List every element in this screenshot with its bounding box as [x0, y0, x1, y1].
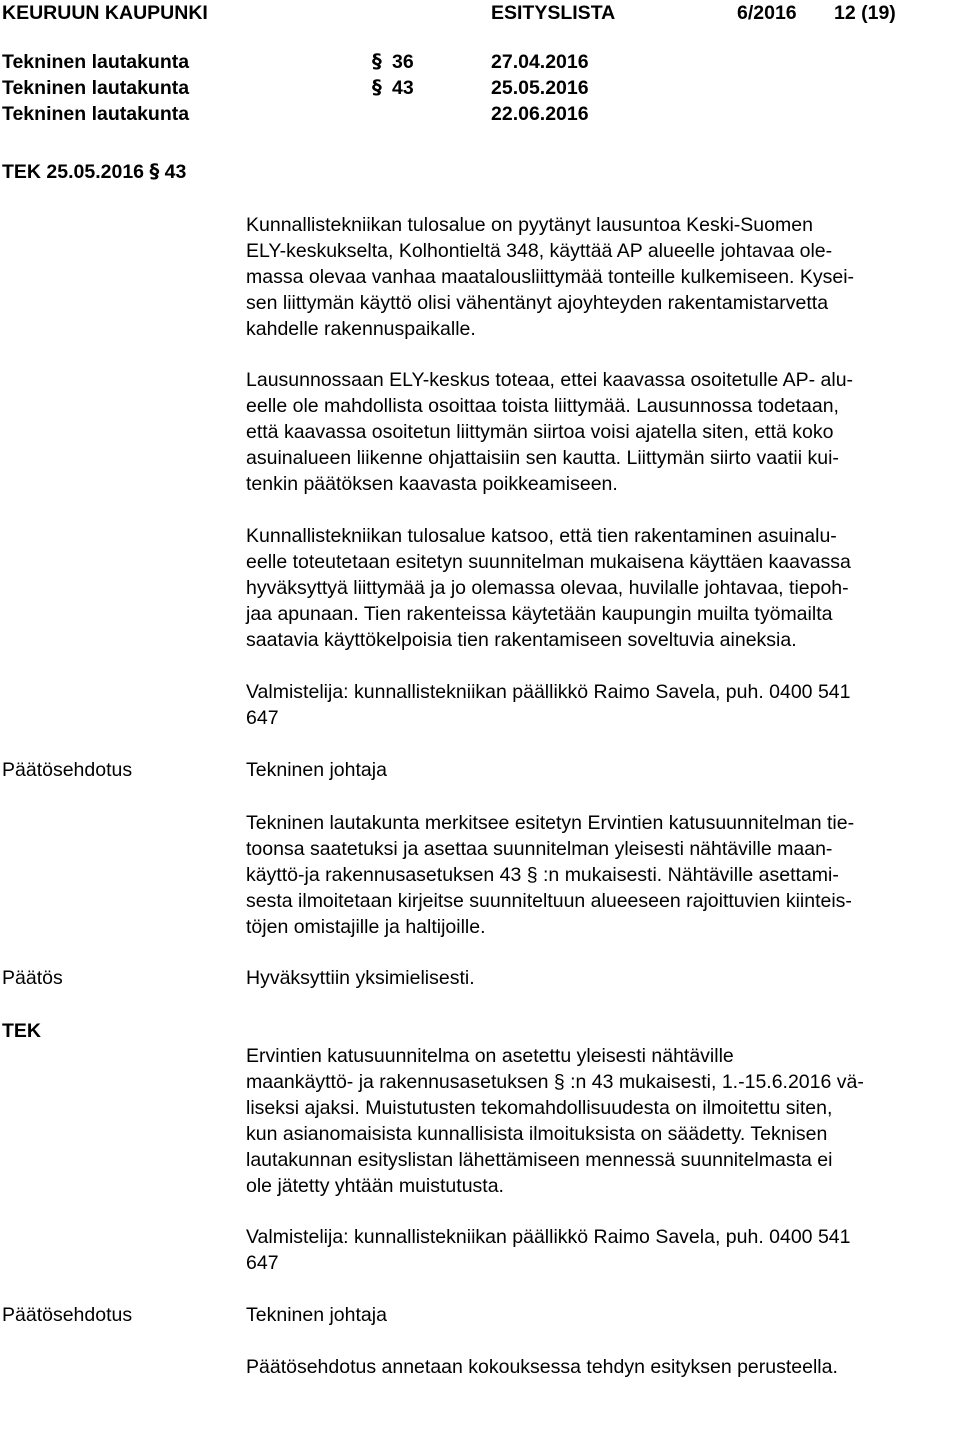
text-line: jaa apunaan. Tien rakenteissa käytetään kaupungin muilta työmailta [246, 603, 833, 625]
text-line: töjen omistajille ja haltijoille. [246, 916, 486, 938]
preparer-note [246, 1224, 960, 1276]
text-line: 647 [246, 707, 279, 729]
text-line: ole jätetty yhtään muistutusta. [246, 1175, 504, 1197]
text-line: Kunnallistekniikan tulosalue katsoo, että tien rakentaminen asuinalu- [246, 525, 837, 547]
text-line: eelle ole mahdollista osoittaa toista liittymää. Lausunnossa todetaan, [246, 395, 839, 417]
text-line: Valmistelija: kunnallistekniikan päällikkö Raimo Savela, puh. 0400 541 [246, 681, 851, 703]
text-line: kahdelle rakennuspaikalle. [246, 318, 476, 340]
proposal-label: Päätösehdotus [2, 1304, 133, 1326]
proposal-author: Tekninen johtaja [246, 1304, 387, 1326]
meeting-reference-prefix: TEK 25.05.2016 [2, 161, 145, 183]
proposal-author: Tekninen johtaja [246, 759, 387, 781]
history-body: Tekninen lautakunta [2, 77, 190, 99]
text-line: kun asianomaisista kunnallisista ilmoituksista on säädetty. Teknisen [246, 1123, 828, 1145]
text-line: Lausunnossaan ELY-keskus toteaa, ettei kaavassa osoitetulle AP- alu- [246, 369, 854, 391]
history-body: Tekninen lautakunta [2, 103, 190, 125]
page-number: 12 (19) [834, 2, 896, 24]
text-line: ELY-keskukselta, Kolhontieltä 348, käyttää AP alueelle johtavaa ole- [246, 240, 833, 262]
decision-label: Päätös [2, 967, 63, 989]
text-line: massa olevaa vanhaa maatalousliittymää tonteille kulkemiseen. Kysei- [246, 266, 855, 288]
meeting-reference-section: 43 [164, 161, 187, 183]
text-line: Ervintien katusuunnitelma on asetettu yleisesti nähtäville [246, 1045, 734, 1067]
history-section: 36 [392, 51, 414, 73]
paragraph-final-proposal: Päätösehdotus annetaan kokouksessa tehdyn esityksen perusteella. [246, 1356, 838, 1378]
text-line: käyttö-ja rakennusasetuksen 43 § :n mukaisesti. Nähtäville asettami- [246, 864, 839, 886]
paragraph-proposal [246, 810, 960, 940]
paragraph-request [246, 212, 960, 342]
section-sign: § [149, 160, 160, 183]
paragraph-public-display [246, 1043, 960, 1199]
text-line: toonsa saatetuksi ja asettaa suunnitelman yleisesti nähtäville maan- [246, 838, 833, 860]
text-line: Kunnallistekniikan tulosalue on pyytänyt lausuntoa Keski-Suomen [246, 214, 813, 236]
paragraph-ely-statement [246, 367, 960, 497]
paragraph-assessment [246, 523, 960, 653]
text-line: maankäyttö- ja rakennusasetuksen § :n 43 mukaisesti, 1.-15.6.2016 vä- [246, 1071, 864, 1093]
text-line: hyväksyttyä liittymää ja jo olemassa olevaa, huvilalle johtavaa, tiepoh- [246, 577, 849, 599]
history-date: 22.06.2016 [491, 103, 589, 125]
text-line: liseksi ajaksi. Muistutusten tekomahdollisuudesta on ilmoitettu siten, [246, 1097, 833, 1119]
text-line: lautakunnan esityslistan lähettämiseen mennessä suunnitelmasta ei [246, 1149, 833, 1171]
decision-text: Hyväksyttiin yksimielisesti. [246, 967, 475, 989]
text-line: eelle toteutetaan esitetyn suunnitelman mukaisena käyttäen kaavassa [246, 551, 851, 573]
history-body: Tekninen lautakunta [2, 51, 190, 73]
tek-label: TEK [2, 1020, 41, 1042]
text-line: Tekninen lautakunta merkitsee esitetyn Ervintien katusuunnitelman tie- [246, 812, 855, 834]
text-line: Valmistelija: kunnallistekniikan päällikkö Raimo Savela, puh. 0400 541 [246, 1226, 851, 1248]
text-line: 647 [246, 1252, 279, 1274]
history-date: 27.04.2016 [491, 51, 589, 73]
history-date: 25.05.2016 [491, 77, 589, 99]
text-line: asuinalueen liikenne ohjattaisiin sen kautta. Liittymän siirto vaatii kui- [246, 447, 839, 469]
text-line: että kaavassa osoitetun liittymän siirtoa voisi ajatella siten, että koko [246, 421, 834, 443]
text-line: sesta ilmoitetaan kirjeitse suunniteltuun alueeseen rajoittuvien kiinteis- [246, 890, 852, 912]
text-line: saatavia käyttökelpoisia tien rakentamiseen soveltuvia aineksia. [246, 629, 797, 651]
text-line: tenkin päätöksen kaavasta poikkeamiseen. [246, 473, 618, 495]
doc-type: ESITYSLISTA [491, 2, 616, 24]
history-section: 43 [392, 77, 414, 99]
preparer-note [246, 679, 960, 731]
org-name: KEURUUN KAUPUNKI [2, 2, 208, 24]
section-sign: § [372, 50, 382, 73]
text-line: sen liittymän käyttö olisi vähentänyt ajoyhteyden rakentamistarvetta [246, 292, 829, 314]
proposal-label: Päätösehdotus [2, 759, 133, 781]
section-sign: § [372, 76, 382, 99]
meeting-reference [2, 159, 186, 185]
doc-number: 6/2016 [737, 2, 797, 24]
